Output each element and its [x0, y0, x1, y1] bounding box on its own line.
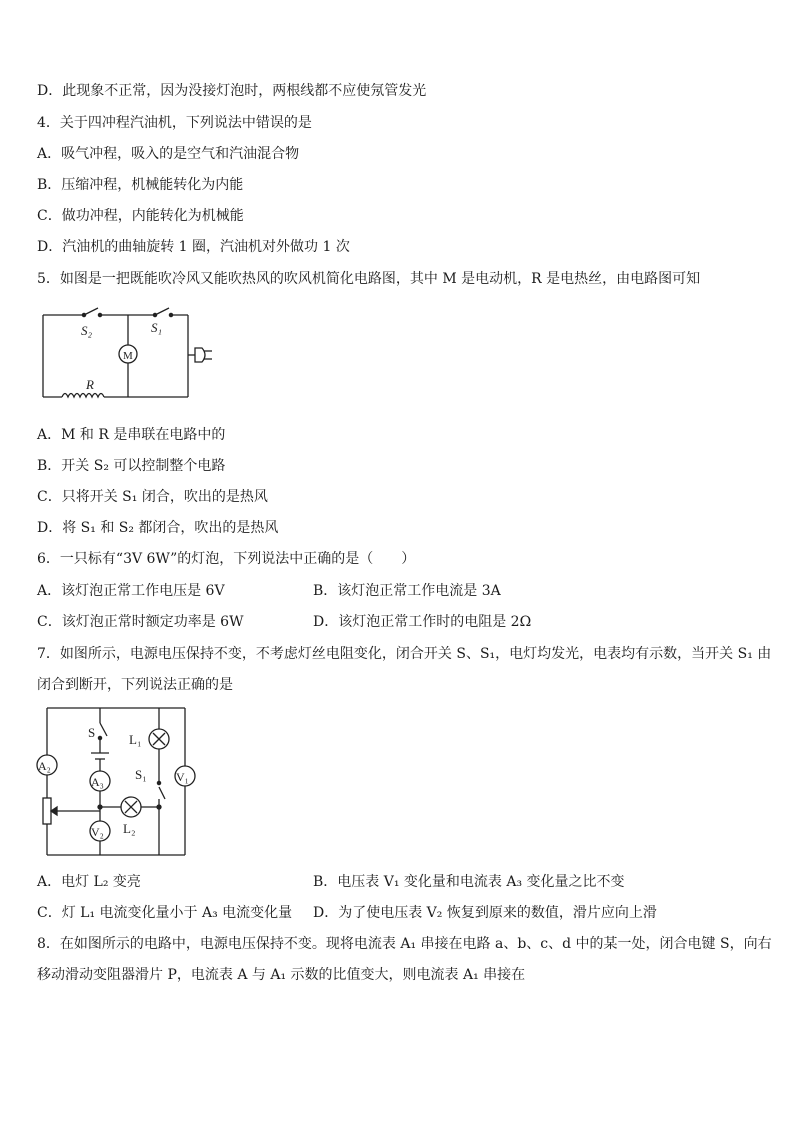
q7-option-d: D．为了使电压表 V₂ 恢复到原来的数值，滑片应向上滑 — [313, 905, 657, 921]
q5-option-a: A．M 和 R 是串联在电路中的 — [37, 427, 226, 443]
q5-circuit-diagram — [40, 305, 220, 410]
q7-option-c: C．灯 L₁ 电流变化量小于 A₃ 电流变化量 — [37, 905, 293, 921]
resistor-label: R — [86, 377, 94, 392]
switch-s-label: S — [88, 725, 96, 740]
q6-option-d: D．该灯泡正常工作时的电阻是 2Ω — [313, 614, 532, 630]
q4-option-b: B．压缩冲程，机械能转化为内能 — [37, 177, 244, 193]
q8-stem-line1: 8．在如图所示的电路中，电源电压保持不变。现将电流表 A₁ 串接在电路 a、b、c、d 中的某一处，闭合电键 S，向右 — [37, 936, 772, 952]
q4-option-a: A．吸气冲程，吸入的是空气和汽油混合物 — [37, 146, 300, 162]
lamp-l2-label: L₂ — [123, 821, 136, 836]
q4-stem: 4．关于四冲程汽油机，下列说法中错误的是 — [37, 115, 312, 131]
q7-circuit-diagram — [35, 703, 225, 863]
q5-stem: 5．如图是一把既能吹冷风又能吹热风的吹风机简化电路图，其中 M 是电动机，R 是电热丝，由电路图可知 — [37, 271, 701, 287]
voltmeter-v2-label: V₂ — [91, 825, 104, 839]
q5-option-c: C．只将开关 S₁ 闭合，吹出的是热风 — [37, 489, 268, 505]
ammeter-a2-label: A₂ — [38, 759, 51, 773]
motor-label: M — [123, 350, 133, 362]
q6-stem: 6．一只标有“3V 6W”的灯泡，下列说法中正确的是（ ） — [37, 551, 416, 567]
q7-stem-line2: 闭合到断开，下列说法正确的是 — [37, 677, 233, 693]
q3-option-d: D．此现象不正常，因为没接灯泡时，两根线都不应使氖管发光 — [37, 83, 427, 99]
q6-option-a: A．该灯泡正常工作电压是 6V — [37, 583, 225, 599]
q7-stem-line1: 7．如图所示，电源电压保持不变，不考虑灯丝电阻变化，闭合开关 S、S₁，电灯均发光，电表均有示数，当开关 S₁ 由 — [37, 646, 772, 662]
label-s2: S₂ — [81, 323, 93, 338]
lamp-l1-label: L₁ — [129, 732, 142, 747]
q4-option-d: D．汽油机的曲轴旋转 1 圈，汽油机对外做功 1 次 — [37, 239, 350, 255]
ammeter-a3-label: A₃ — [91, 775, 104, 789]
q4-option-c: C．做功冲程，内能转化为机械能 — [37, 208, 244, 224]
q7-option-a: A．电灯 L₂ 变亮 — [37, 874, 141, 890]
q8-stem-line2: 移动滑动变阻器滑片 P，电流表 A 与 A₁ 示数的比值变大，则电流表 A₁ 串接在 — [37, 967, 526, 983]
q6-option-c: C．该灯泡正常时额定功率是 6W — [37, 614, 244, 630]
q5-option-b: B．开关 S₂ 可以控制整个电路 — [37, 458, 226, 474]
switch-s1-label: S₁ — [135, 767, 147, 782]
q5-option-d: D．将 S₁ 和 S₂ 都闭合，吹出的是热风 — [37, 520, 279, 536]
label-s1: S₁ — [151, 320, 163, 335]
voltmeter-v1-label: V₁ — [176, 770, 189, 784]
q6-option-b: B．该灯泡正常工作电流是 3A — [313, 583, 501, 599]
q7-option-b: B．电压表 V₁ 变化量和电流表 A₃ 变化量之比不变 — [313, 874, 625, 890]
